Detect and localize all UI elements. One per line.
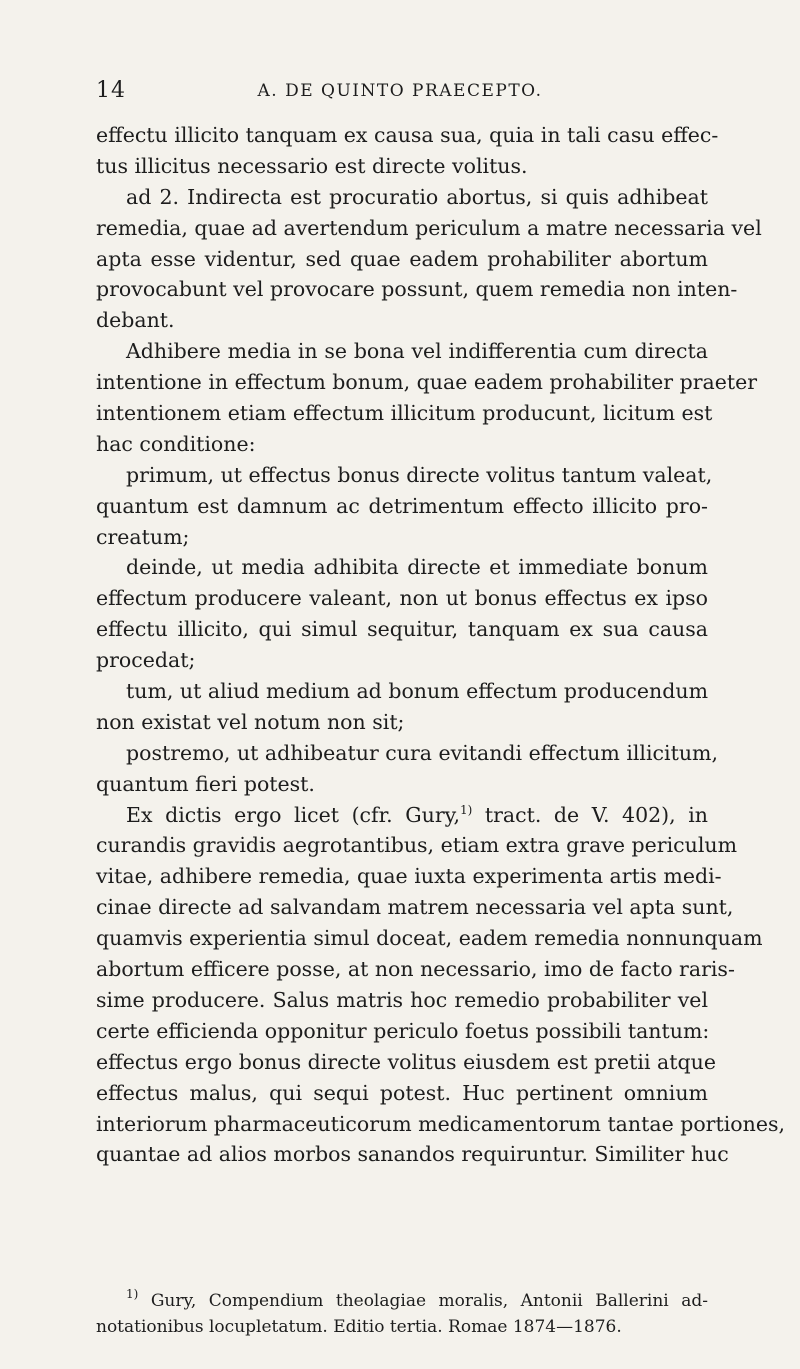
text-line: primum, ut effectus bonus directe volitus tantum valeat,	[126, 462, 713, 487]
text-line: effectus malus, qui sequi potest. Huc pertinent omnium	[96, 1080, 708, 1105]
text-line: provocabunt vel provocare possunt, quem remedia non inten-	[96, 277, 738, 302]
footnote-line	[96, 1288, 708, 1314]
text-line: debant.	[96, 308, 175, 333]
text-line: procedat;	[96, 648, 196, 673]
text-line: tum, ut aliud medium ad bonum effectum producendum	[126, 679, 709, 704]
text-line: tus illicitus necessario est directe volitus.	[96, 153, 528, 178]
text-line: remedia, quae ad avertendum periculum a matre necessaria vel	[96, 215, 762, 240]
text-line	[96, 800, 708, 831]
text-segment: Ex dictis ergo licet (cfr. Gury,	[126, 802, 460, 827]
page-number: 14	[96, 78, 126, 103]
body-text	[96, 120, 785, 1170]
text-line: quamvis experientia simul doceat, eadem remedia nonnunquam	[96, 926, 763, 951]
text-line: certe efficienda opponitur periculo foetus possibili tantum:	[96, 1018, 710, 1043]
text-line: effectu illicito, qui simul sequitur, tanquam ex sua causa	[96, 617, 708, 642]
text-line: intentionem etiam effectum illicitum producunt, licitum est	[96, 401, 713, 426]
text-line: cinae directe ad salvandam matrem necessaria vel apta sunt,	[96, 895, 734, 920]
text-line: apta esse videntur, sed quae eadem prohabiliter abortum	[96, 246, 708, 271]
text-line: effectus ergo bonus directe volitus eiusdem est pretii atque	[96, 1049, 716, 1074]
text-line: effectu illicito tanquam ex causa sua, quia in tali casu effec-	[96, 123, 719, 147]
text-line: quantum est damnum ac detrimentum effecto illicito pro-	[96, 493, 708, 518]
text-line: effectum producere valeant, non ut bonus effectus ex ipso	[96, 586, 708, 611]
running-head: A. DE QUINTO PRAECEPTO.	[257, 81, 543, 101]
footnote-number: 1)	[126, 1287, 139, 1301]
text-line: Adhibere media in se bona vel indifferentia cum directa	[126, 339, 708, 364]
text-line: deinde, ut media adhibita directe et immediate bonum	[126, 555, 708, 580]
text-line: sime producere. Salus matris hoc remedio probabiliter vel	[96, 987, 708, 1012]
text-line: abortum efficere posse, at non necessario, imo de facto raris-	[96, 957, 735, 982]
text-line: ad 2. Indirecta est procuratio abortus, si quis adhibeat	[126, 184, 708, 209]
text-line: vitae, adhibere remedia, quae iuxta experimenta artis medi-	[96, 864, 722, 889]
text-segment: tract. de V. 402), in	[484, 802, 708, 827]
footnotes	[96, 1288, 708, 1340]
text-line: curandis gravidis aegrotantibus, etiam extra grave periculum	[96, 833, 738, 858]
text-line: hac conditione:	[96, 431, 256, 456]
text-line: postremo, ut adhibeatur cura evitandi effectum illicitum,	[126, 740, 718, 765]
text-line: quantae ad alios morbos sanandos requiruntur. Similiter huc	[96, 1142, 729, 1167]
text-line: intentione in effectum bonum, quae eadem prohabiliter praeter	[96, 370, 758, 395]
footnote-marker: 1)	[460, 802, 473, 817]
text-line: quantum fieri potest.	[96, 771, 315, 796]
text-line: creatum;	[96, 524, 190, 549]
page-header	[96, 78, 704, 110]
text-line: non existat vel notum non sit;	[96, 709, 405, 734]
text-line: interiorum pharmaceuticorum medicamentorum tantae portiones,	[96, 1111, 785, 1136]
footnote-line: notationibus locupletatum. Editio tertia. Romae 1874—1876.	[96, 1317, 622, 1337]
footnote-text: Gury, Compendium theolagiae moralis, Antonii Ballerini ad-	[150, 1291, 709, 1311]
